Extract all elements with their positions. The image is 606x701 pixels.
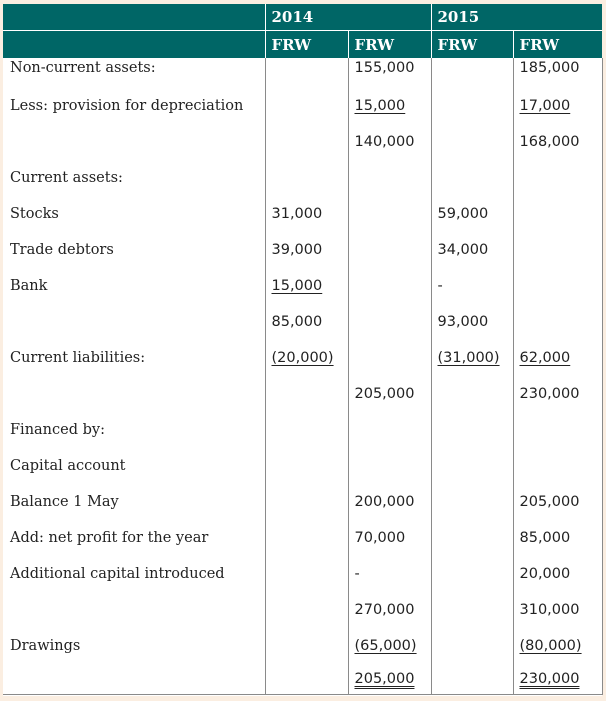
amount-cell	[348, 340, 431, 376]
table-row	[3, 160, 602, 196]
table-row	[3, 58, 602, 88]
row-label	[3, 304, 265, 340]
amount-value: 270,000	[354, 602, 415, 618]
amount-cell	[513, 448, 602, 484]
amount-cell	[265, 412, 348, 448]
amount-cell	[431, 340, 513, 376]
amount-cell	[431, 520, 513, 556]
table-row	[3, 592, 602, 628]
amount-cell	[348, 88, 431, 124]
amount-cell	[431, 160, 513, 196]
amount-cell	[348, 448, 431, 484]
amount-value: 70,000	[354, 530, 406, 546]
amount-value: 155,000	[354, 60, 415, 76]
row-label: Current liabilities:	[10, 350, 146, 366]
amount-cell	[431, 232, 513, 268]
amount-cell	[513, 124, 602, 160]
amount-cell	[265, 664, 348, 695]
row-label: Trade debtors	[10, 242, 114, 258]
amount-value: 205,000	[354, 386, 415, 402]
amount-cell	[348, 268, 431, 304]
amount-cell	[513, 412, 602, 448]
amount-cell	[265, 160, 348, 196]
amount-cell	[265, 376, 348, 412]
row-label: Less: provision for depreciation	[10, 98, 244, 114]
currency-header-row	[3, 31, 602, 59]
amount-cell	[348, 412, 431, 448]
amount-value: 31,000	[271, 206, 323, 222]
amount-cell	[431, 412, 513, 448]
amount-cell	[431, 664, 513, 695]
amount-cell	[513, 340, 602, 376]
row-label: Additional capital introduced	[10, 566, 225, 582]
amount-value: (31,000)	[437, 350, 500, 366]
amount-cell	[513, 556, 602, 592]
amount-cell	[348, 304, 431, 340]
amount-cell	[348, 628, 431, 664]
amount-cell	[431, 196, 513, 232]
row-label: Drawings	[10, 638, 81, 654]
amount-cell	[348, 232, 431, 268]
amount-cell	[265, 58, 348, 88]
amount-cell	[513, 592, 602, 628]
row-label: Add: net profit for the year	[10, 530, 209, 546]
row-label	[3, 664, 265, 695]
amount-value: 310,000	[519, 602, 580, 618]
amount-value: 39,000	[271, 242, 323, 258]
amount-value: 85,000	[271, 314, 323, 330]
amount-cell	[431, 484, 513, 520]
row-label	[3, 376, 265, 412]
amount-cell	[431, 376, 513, 412]
amount-cell	[348, 124, 431, 160]
amount-value: 230,000	[519, 671, 580, 687]
amount-cell	[431, 448, 513, 484]
amount-cell	[431, 58, 513, 88]
amount-cell	[348, 376, 431, 412]
amount-value: 59,000	[437, 206, 489, 222]
amount-value: 140,000	[354, 134, 415, 150]
amount-value: 205,000	[519, 494, 580, 510]
row-label	[3, 124, 265, 160]
amount-cell	[513, 88, 602, 124]
amount-cell	[513, 160, 602, 196]
amount-value: 93,000	[437, 314, 489, 330]
table-row	[3, 196, 602, 232]
amount-value: -	[437, 278, 443, 294]
amount-value: 200,000	[354, 494, 415, 510]
header-blank	[3, 4, 265, 31]
table-row	[3, 628, 602, 664]
amount-cell	[513, 58, 602, 88]
table-row	[3, 376, 602, 412]
amount-value: 230,000	[519, 386, 580, 402]
amount-cell	[348, 484, 431, 520]
amount-cell	[513, 628, 602, 664]
amount-value: 17,000	[519, 98, 571, 114]
amount-cell	[348, 592, 431, 628]
amount-value: (80,000)	[519, 638, 582, 654]
amount-cell	[431, 304, 513, 340]
row-label: Capital account	[10, 458, 126, 474]
amount-cell	[265, 304, 348, 340]
amount-cell	[348, 664, 431, 695]
table-row	[3, 448, 602, 484]
table-row	[3, 520, 602, 556]
table-row	[3, 412, 602, 448]
amount-cell	[265, 124, 348, 160]
amount-value: 15,000	[271, 278, 323, 294]
amount-cell	[265, 556, 348, 592]
amount-cell	[348, 556, 431, 592]
amount-value: 62,000	[519, 350, 571, 366]
amount-cell	[348, 58, 431, 88]
currency-header: FRW	[348, 31, 431, 59]
currency-header: FRW	[265, 31, 348, 59]
amount-cell	[265, 484, 348, 520]
amount-cell	[431, 268, 513, 304]
row-label: Non-current assets:	[10, 60, 156, 76]
amount-cell	[513, 376, 602, 412]
statement-body	[3, 58, 602, 695]
amount-cell	[513, 196, 602, 232]
amount-cell	[265, 628, 348, 664]
year-header-row	[3, 4, 602, 31]
amount-cell	[348, 520, 431, 556]
table-row	[3, 664, 602, 695]
amount-cell	[265, 196, 348, 232]
currency-header: FRW	[513, 31, 602, 59]
amount-cell	[513, 664, 602, 695]
amount-cell	[265, 592, 348, 628]
amount-cell	[265, 88, 348, 124]
amount-value: 20,000	[519, 566, 571, 582]
amount-value: (20,000)	[271, 350, 334, 366]
header-blank	[3, 31, 265, 59]
amount-value: (65,000)	[354, 638, 417, 654]
year-2014-header: 2014	[265, 4, 431, 31]
row-label: Financed by:	[10, 422, 105, 438]
row-label: Bank	[10, 278, 48, 294]
amount-value: 15,000	[354, 98, 406, 114]
amount-cell	[513, 232, 602, 268]
amount-cell	[265, 520, 348, 556]
amount-cell	[513, 268, 602, 304]
amount-cell	[431, 88, 513, 124]
amount-cell	[348, 160, 431, 196]
amount-cell	[348, 196, 431, 232]
amount-cell	[513, 304, 602, 340]
table-row	[3, 124, 602, 160]
table-row	[3, 556, 602, 592]
amount-value: -	[354, 566, 360, 582]
statement-frame	[3, 4, 602, 696]
table-row	[3, 88, 602, 124]
row-label: Current assets:	[10, 170, 123, 186]
amount-value: 34,000	[437, 242, 489, 258]
table-row	[3, 484, 602, 520]
currency-header: FRW	[431, 31, 513, 59]
amount-value: 168,000	[519, 134, 580, 150]
financial-statement-table	[3, 4, 603, 695]
amount-cell	[431, 556, 513, 592]
table-row	[3, 268, 602, 304]
amount-value: 205,000	[354, 671, 415, 687]
amount-cell	[265, 448, 348, 484]
row-label	[3, 592, 265, 628]
year-2015-header: 2015	[431, 4, 602, 31]
amount-cell	[431, 628, 513, 664]
amount-cell	[265, 268, 348, 304]
amount-cell	[513, 520, 602, 556]
amount-value: 185,000	[519, 60, 580, 76]
amount-value: 85,000	[519, 530, 571, 546]
amount-cell	[513, 484, 602, 520]
amount-cell	[265, 340, 348, 376]
table-row	[3, 232, 602, 268]
amount-cell	[431, 124, 513, 160]
table-row	[3, 340, 602, 376]
amount-cell	[265, 232, 348, 268]
row-label: Stocks	[10, 206, 59, 222]
row-label: Balance 1 May	[10, 494, 119, 510]
table-row	[3, 304, 602, 340]
amount-cell	[431, 592, 513, 628]
